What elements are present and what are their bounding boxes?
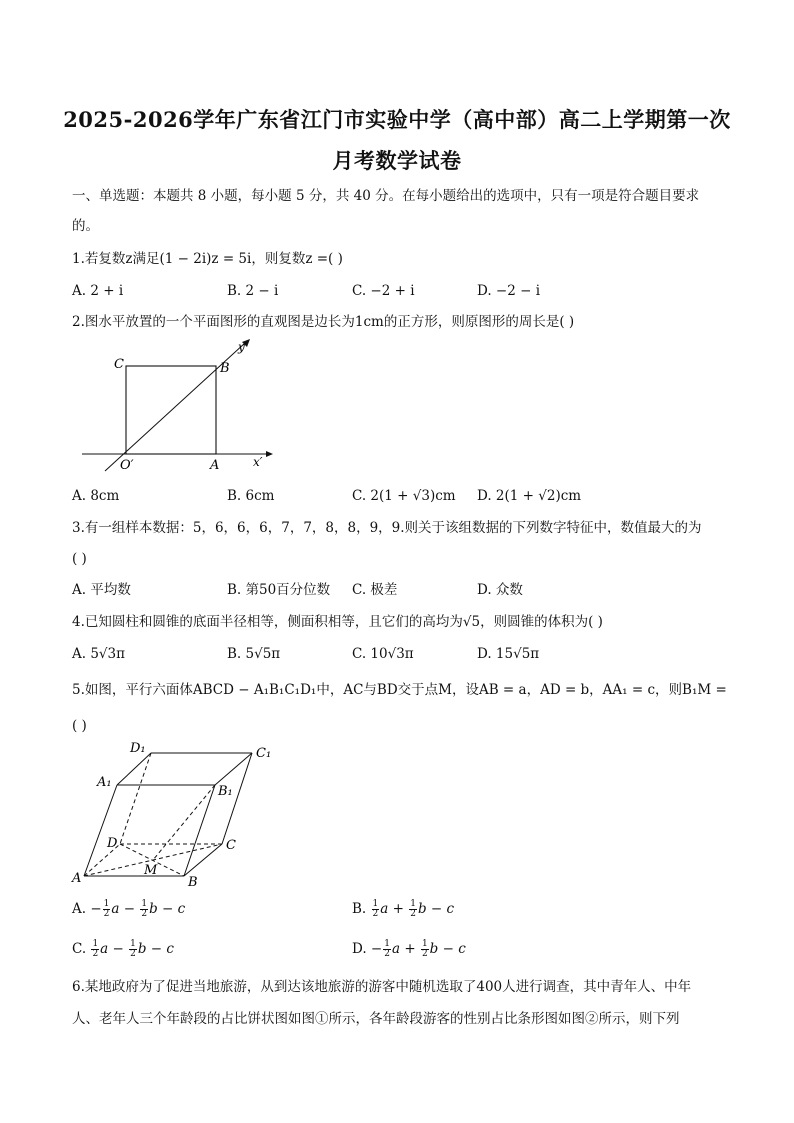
q5-option-c-middle: a − [100, 941, 124, 957]
q2-square-figure [80, 336, 280, 476]
q5-parallelepiped-figure [70, 737, 280, 889]
label-d: D [107, 836, 118, 851]
q1-option-b: B. 2 − i [227, 283, 279, 299]
half-fraction: $\frac{1}{2}$ [421, 939, 428, 959]
q5-stem-line1: 5.如图，平行六面体ABCD − A₁B₁C₁D₁中，AC与BD交于点M，设AB = a，AD = b，AA₁ = c，则B₁M = [72, 682, 727, 698]
label-c1: C₁ [256, 746, 272, 761]
q3-option-b: B. 第50百分位数 [227, 582, 331, 598]
label-a: A [210, 458, 220, 473]
q3-option-a: A. 平均数 [72, 582, 131, 598]
q2-option-b: B. 6cm [227, 488, 275, 504]
label-o: O′ [120, 458, 134, 473]
q1-option-c: C. −2 + i [352, 283, 415, 299]
q1-stem: 1.若复数z满足(1 − 2i)z = 5i，则复数z =( ) [72, 251, 343, 267]
q5-option-c-suffix: b − c [137, 941, 174, 957]
label-c: C [114, 357, 124, 372]
label-a: A [72, 871, 82, 886]
half-fraction: $\frac{1}{2}$ [103, 899, 110, 919]
q5-option-b-prefix: B. [352, 901, 371, 917]
q4-option-c: C. 10√3π [352, 646, 414, 662]
label-d1: D₁ [130, 741, 146, 756]
half-fraction: $\frac{1}{2}$ [372, 899, 379, 919]
q1-option-d: D. −2 − i [477, 283, 541, 299]
q5-option-c [72, 940, 174, 959]
q5-option-a-suffix: b − c [149, 901, 186, 917]
q4-option-d: D. 15√5π [477, 646, 540, 662]
label-a1: A₁ [97, 775, 112, 790]
half-fraction: $\frac{1}{2}$ [92, 939, 99, 959]
q6-stem-line1: 6.某地政府为了促进当地旅游，从到达该地旅游的游客中随机选取了400人进行调查，其中青年人、中年 [72, 979, 692, 995]
q3-option-d: D. 众数 [477, 582, 523, 598]
segment-b1-m [153, 785, 215, 860]
half-fraction: $\frac{1}{2}$ [410, 899, 416, 919]
q4-stem: 4.已知圆柱和圆锥的底面半径相等，侧面积相等，且它们的高均为√5，则圆锥的体积为( ) [72, 614, 603, 630]
q5-option-d-prefix: D. − [352, 941, 383, 957]
q5-option-b [352, 900, 454, 919]
q5-option-d-middle: a + [391, 941, 416, 957]
label-x: x′ [253, 455, 263, 469]
q5-option-d-suffix: b − c [429, 941, 466, 957]
q2-stem: 2.图水平放置的一个平面图形的直观图是边长为1cm的正方形，则原图形的周长是( ) [72, 314, 575, 330]
q5-option-b-suffix: b − c [417, 901, 455, 917]
q3-stem-line2: ( ) [72, 551, 87, 567]
label-b: B [188, 875, 198, 889]
q5-option-c-prefix: C. [72, 941, 91, 957]
q5-stem-line2: ( ) [72, 718, 87, 734]
q5-option-d [352, 940, 466, 959]
label-c: C [226, 838, 236, 853]
edge-a1-a [84, 785, 117, 876]
half-fraction: $\frac{1}{2}$ [130, 939, 136, 959]
q3-stem-line1: 3.有一组样本数据：5，6，6，6，7，7，8，8，9，9.则关于该组数据的下列数字特征中，数值最大的为 [72, 520, 702, 536]
section-instructions-line2: 的。 [72, 218, 99, 234]
q3-option-c: C. 极差 [352, 582, 398, 598]
q5-option-b-middle: a + [380, 901, 404, 917]
q5-option-a-prefix: A. − [72, 901, 102, 917]
x-axis-arrow-icon [266, 451, 273, 457]
q1-option-a: A. 2 + i [72, 283, 124, 299]
section-instructions-line1: 一、单选题：本题共 8 小题，每小题 5 分，共 40 分。在每小题给出的选项中，只有一项是符合题目要求 [72, 188, 700, 204]
q2-option-c: C. 2(1 + √3)cm [352, 488, 456, 504]
q5-option-a-middle: a − [111, 901, 136, 917]
q6-stem-line2: 人、老年人三个年龄段的占比饼状图如图①所示，各年龄段游客的性别占比条形图如图②所示，则下列 [72, 1011, 680, 1027]
q2-option-a: A. 8cm [72, 488, 120, 504]
label-y: y′ [238, 340, 248, 354]
exam-title-line2: 月考数学试卷 [332, 148, 462, 173]
q2-option-d: D. 2(1 + √2)cm [477, 488, 582, 504]
q4-option-a: A. 5√3π [72, 646, 125, 662]
edge-d1-d-hidden [120, 753, 151, 844]
half-fraction: $\frac{1}{2}$ [384, 939, 390, 959]
half-fraction: $\frac{1}{2}$ [141, 899, 148, 919]
label-b: B [220, 361, 230, 376]
q5-option-a [72, 900, 185, 919]
q4-option-b: B. 5√5π [227, 646, 281, 662]
label-b1: B₁ [218, 784, 233, 799]
label-m: M [144, 863, 158, 878]
exam-title-line1: 2025-2026学年广东省江门市实验中学（高中部）高二上学期第一次 [63, 107, 731, 132]
